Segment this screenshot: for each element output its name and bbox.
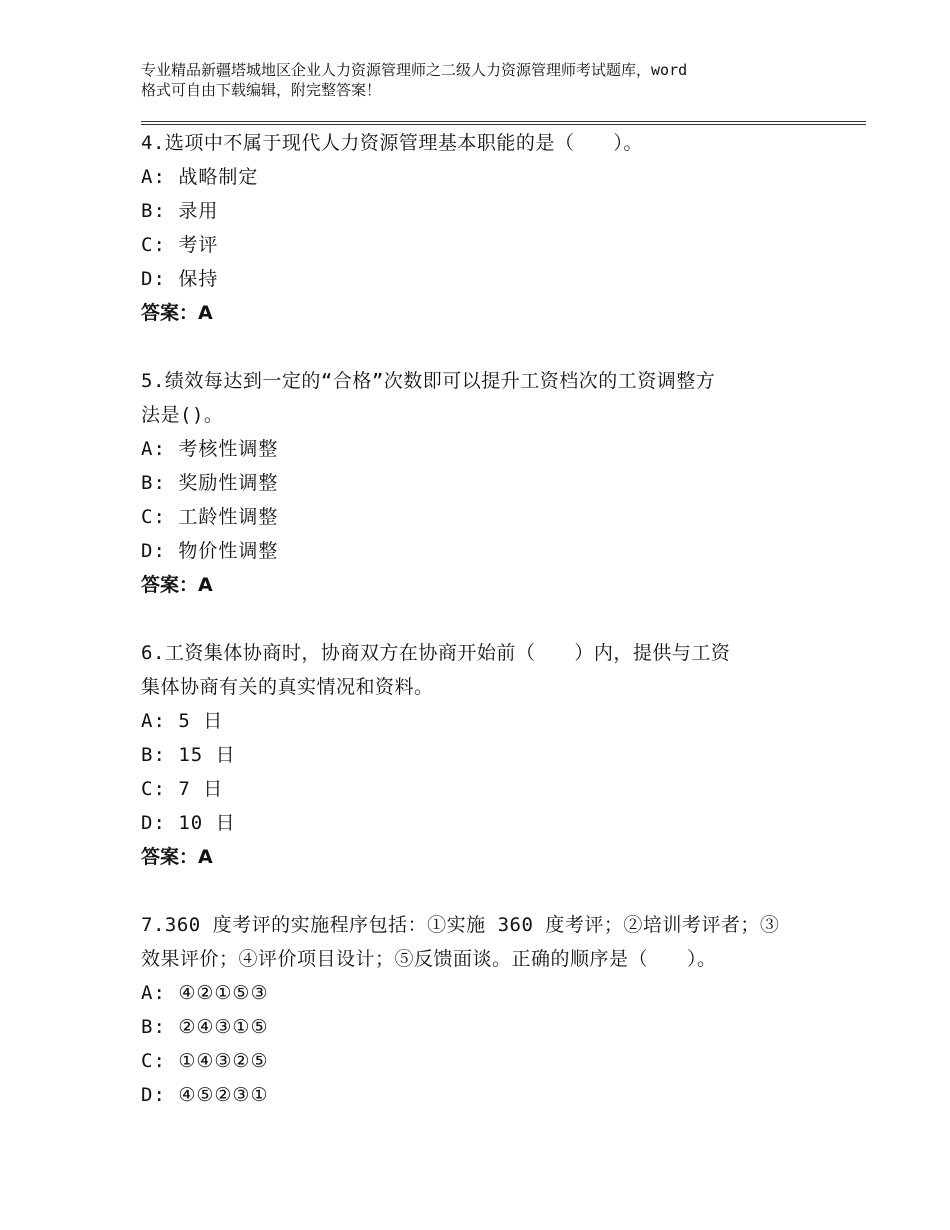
question-7 [141, 908, 841, 1112]
option-a: A: 战略制定 [141, 166, 259, 188]
question-list [141, 126, 841, 1112]
option-c: C: 考评 [141, 234, 219, 256]
option-a: A: 考核性调整 [141, 438, 279, 460]
option-a: A: 5 日 [141, 710, 224, 732]
option-a: A: ④②①⑤③ [141, 982, 269, 1004]
question-stem-cont: 法是()。 [141, 404, 224, 426]
question-stem: 6.工资集体协商时，协商双方在协商开始前（ ）内，提供与工资 [141, 642, 731, 664]
question-stem-cont: 集体协商有关的真实情况和资料。 [141, 676, 434, 698]
answer: 答案：A [141, 302, 213, 324]
option-d: D: 物价性调整 [141, 540, 279, 562]
question-stem: 4.选项中不属于现代人力资源管理基本职能的是（ ）。 [141, 132, 643, 154]
option-c: C: 工龄性调整 [141, 506, 279, 528]
question-5 [141, 364, 841, 602]
answer: 答案：A [141, 574, 213, 596]
header-rule-top [141, 121, 866, 122]
question-4 [141, 126, 841, 330]
option-d: D: ④⑤②③① [141, 1084, 269, 1106]
question-stem: 5.绩效每达到一定的“合格”次数即可以提升工资档次的工资调整方 [141, 370, 716, 392]
option-c: C: 7 日 [141, 778, 224, 800]
option-c: C: ①④③②⑤ [141, 1050, 269, 1072]
question-stem: 7.360 度考评的实施程序包括：①实施 360 度考评；②培训考评者；③ [141, 914, 780, 936]
document-header [141, 60, 821, 100]
header-line-2: 格式可自由下载编辑，附完整答案！ [141, 81, 382, 99]
option-b: B: ②④③①⑤ [141, 1016, 269, 1038]
question-stem-cont: 效果评价；④评价项目设计；⑤反馈面谈。正确的顺序是（ ）。 [141, 948, 717, 970]
header-rule-bottom [141, 124, 866, 125]
header-line-1: 专业精品新疆塔城地区企业人力资源管理师之二级人力资源管理师考试题库，word [141, 61, 688, 79]
option-b: B: 录用 [141, 200, 219, 222]
answer: 答案：A [141, 846, 213, 868]
question-6 [141, 636, 841, 874]
option-b: B: 15 日 [141, 744, 236, 766]
option-d: D: 保持 [141, 268, 219, 290]
option-b: B: 奖励性调整 [141, 472, 279, 494]
option-d: D: 10 日 [141, 812, 236, 834]
